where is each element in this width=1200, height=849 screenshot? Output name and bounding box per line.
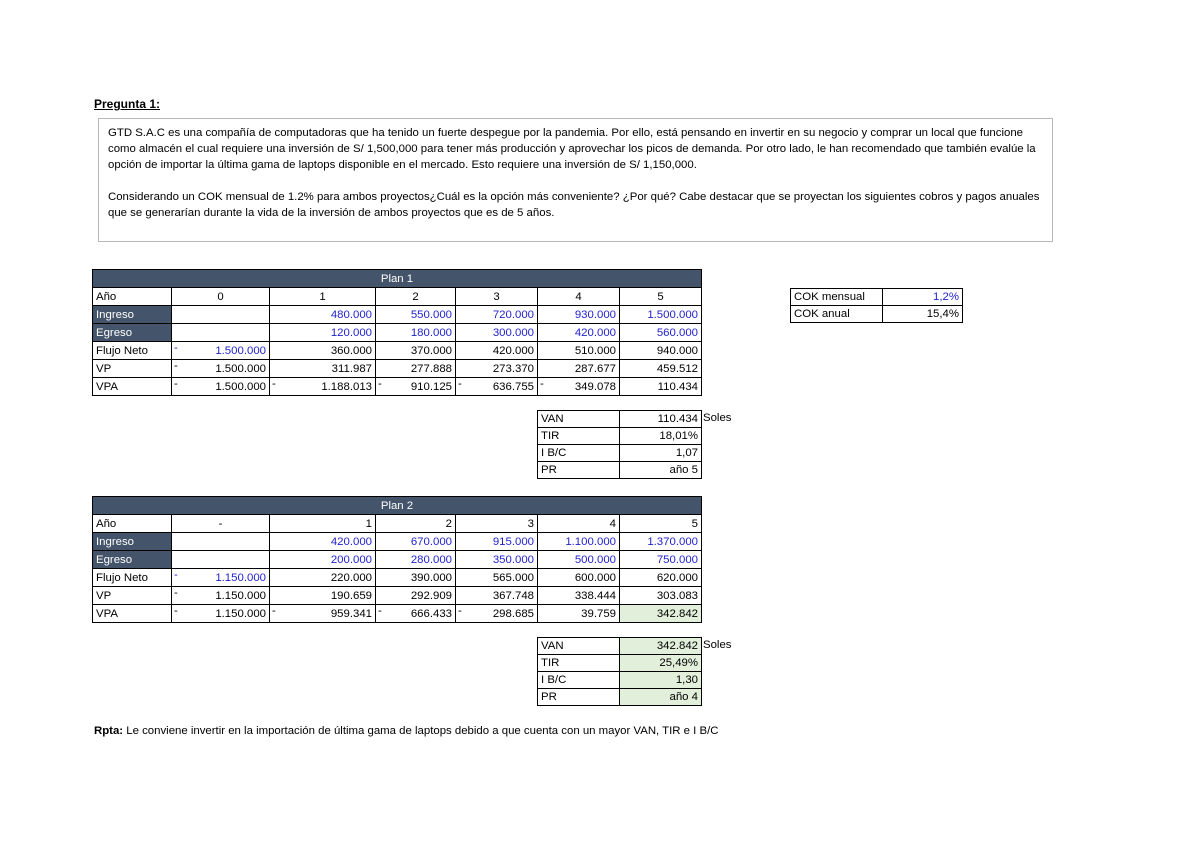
- plan1-van-unit: Soles: [703, 412, 732, 424]
- plan2-tir: 25,49%: [620, 655, 702, 672]
- plan1-row-vp: VP - 1.500.000 311.987 277.888 273.370 287.677 459.512: [93, 360, 702, 378]
- plan2-van: 342.842: [620, 638, 702, 655]
- plan1-row-vpa: VPA - 1.500.000 - 1.188.013 - 910.125 - 636.755 - 349.078 110.434: [93, 378, 702, 396]
- question-box: [98, 118, 1053, 242]
- plan2-row-vp: VP - 1.150.000 190.659 292.909 367.748 338.444 303.083: [93, 587, 702, 605]
- answer-text: Le conviene invertir en la importación de última gama de laptops debido a que cuenta con un mayor VAN, TIR e I B/C: [123, 725, 719, 737]
- answer-label: Rpta:: [94, 725, 124, 737]
- plan2-row-ingreso: Ingreso 420.000 670.000 915.000 1.100.000 1.370.000: [93, 533, 702, 551]
- plan2-summary: VAN 342.842 TIR 25,49% I B/C 1,30 PR año 4: [537, 637, 702, 706]
- cok-anual-label: COK anual: [791, 306, 883, 323]
- plan1-van: 110.434: [620, 411, 702, 428]
- plan2-table: [92, 496, 702, 623]
- plan1-bc: 1,07: [620, 445, 702, 462]
- cok-anual-value: 15,4%: [883, 306, 963, 323]
- question-paragraph-2: Considerando un COK mensual de 1.2% para ambos proyectos¿Cuál es la opción más conveniente? ¿Por qué? Cabe destacar que se proyectan los siguientes cobros y pagos anuales que se generarían durante la vida de la inversión de ambos proyectos que es de 5 años.: [108, 191, 1040, 219]
- plan1-row-ingreso: Ingreso 480.000 550.000 720.000 930.000 1.500.000: [93, 306, 702, 324]
- plan1-table: [92, 269, 702, 396]
- plan1-row-flujo: Flujo Neto - 1.500.000 360.000 370.000 420.000 510.000 940.000: [93, 342, 702, 360]
- plan2-row-vpa: VPA - 1.150.000 - 959.341 - 666.433 - 298.685 39.759 342.842: [93, 605, 702, 623]
- plan1-pr: año 5: [620, 462, 702, 479]
- plan2-pr: año 4: [620, 689, 702, 706]
- plan2-title: Plan 2: [93, 497, 702, 515]
- cok-mensual-label: COK mensual: [791, 289, 883, 306]
- plan1-summary: VAN 110.434 TIR 18,01% I B/C 1,07 PR año 5: [537, 410, 702, 479]
- plan1-title: Plan 1: [93, 270, 702, 288]
- cok-mensual-value: 1,2%: [883, 289, 963, 306]
- plan1-row-egreso: Egreso 120.000 180.000 300.000 420.000 560.000: [93, 324, 702, 342]
- plan2-row-anio: Año - 1 2 3 4 5: [93, 515, 702, 533]
- answer: [94, 725, 719, 737]
- plan1-tir: 18,01%: [620, 428, 702, 445]
- question-paragraph-1: GTD S.A.C es una compañía de computadoras que ha tenido un fuerte despegue por la pandemia. Por ello, está pensando en invertir en su negocio y comprar un local que funcione como almacén el cual requiere una inversión de S/ 1,500,000 para tener más producción y aprovechar los picos de demanda. Por otro lado, le han recomendado que también evalúe la opción de importar la última gama de laptops disponible en el mercado. Esto requiere una inversión de S/ 1,150,000.: [108, 127, 1036, 171]
- plan1-row-anio: Año 0 1 2 3 4 5: [93, 288, 702, 306]
- cok-table: [790, 288, 963, 323]
- question-heading: Pregunta 1:: [94, 97, 161, 111]
- plan2-row-flujo: Flujo Neto - 1.150.000 220.000 390.000 565.000 600.000 620.000: [93, 569, 702, 587]
- plan2-bc: 1,30: [620, 672, 702, 689]
- plan2-row-egreso: Egreso 200.000 280.000 350.000 500.000 750.000: [93, 551, 702, 569]
- plan2-van-unit: Soles: [703, 639, 732, 651]
